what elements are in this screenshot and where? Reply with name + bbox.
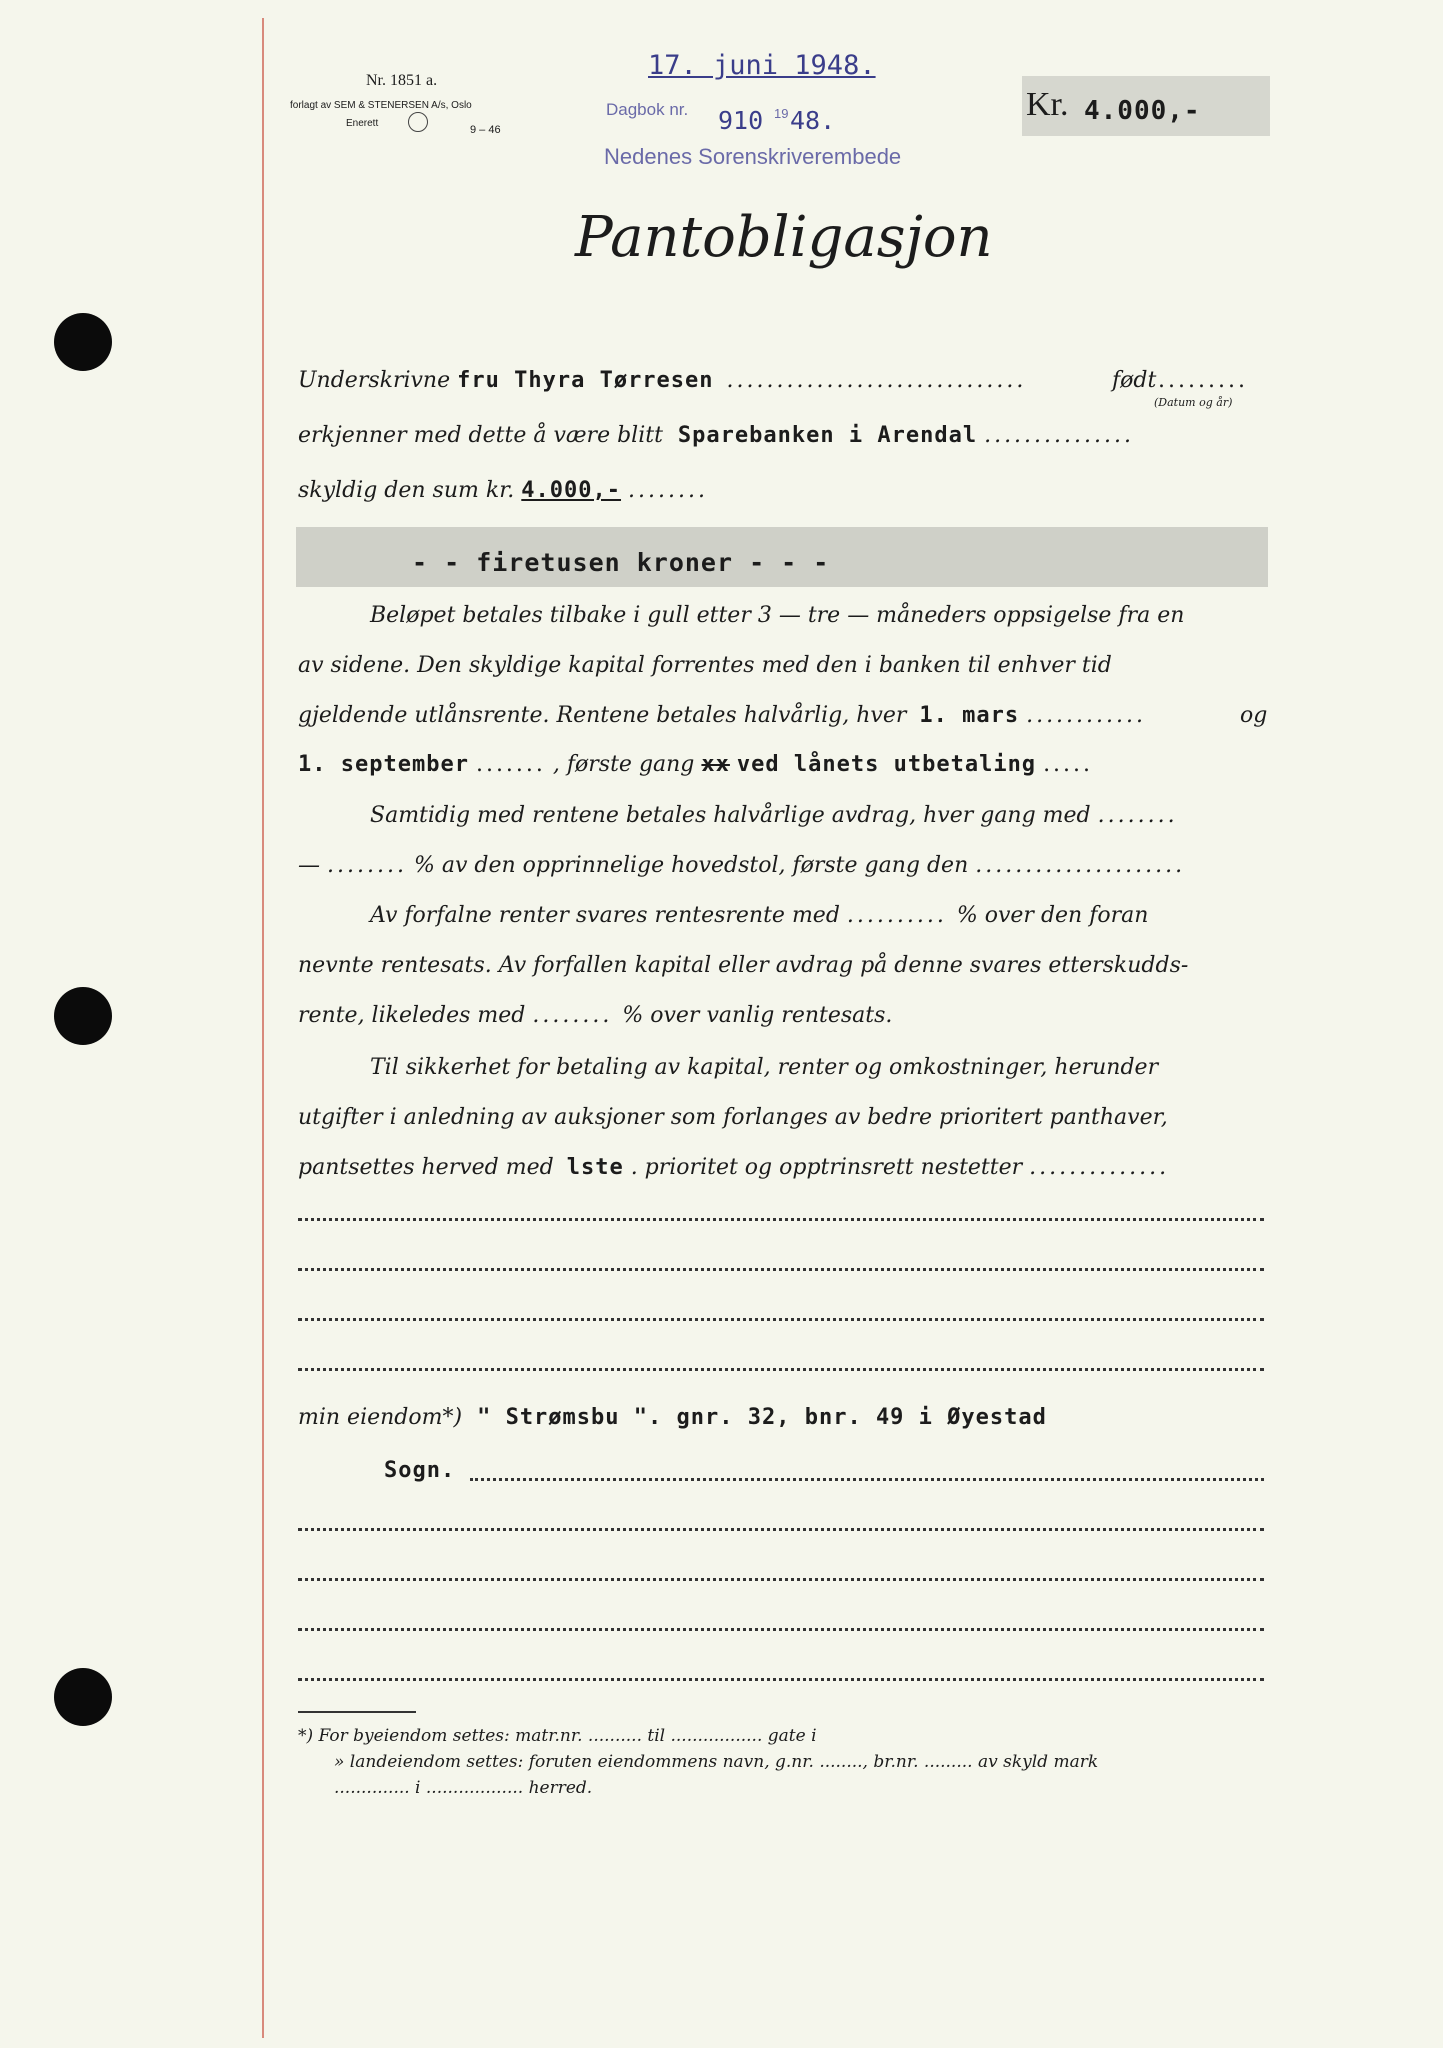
para1-line2: av sidene. Den skyldige kapital forrentes med den i banken til enhver tid: [298, 653, 1112, 678]
likewise-text: rente, likeledes med: [298, 1003, 526, 1028]
sum-in-words: - - firetusen kroner - - -: [412, 548, 830, 577]
priority-text: . prioritet og opptrinsrett nestetter: [630, 1155, 1023, 1180]
interest-text: gjeldende utlånsrente. Rentene betales halvårlig, hver: [298, 703, 907, 728]
overdue-text: Av forfalne renter svares rentesrente med: [370, 903, 840, 928]
form-number: Nr. 1851 a.: [366, 72, 438, 89]
kr-label: Kr.: [1026, 86, 1069, 123]
blank-line: [470, 1478, 1264, 1481]
publisher-date: 9 – 46: [470, 124, 501, 136]
installment-text: Samtidig med rentene betales halvårlige avdrag, hver gang med: [370, 803, 1091, 828]
margin-rule: [262, 18, 264, 2038]
principal-text: % av den opprinnelige hovedstol, første gang den: [413, 853, 969, 878]
property-line2: Sogn.: [384, 1458, 456, 1483]
blank-line: [298, 1678, 1264, 1681]
property-label: min eiendom*): [298, 1405, 463, 1430]
acknowledge-label: erkjenner med dette å være blitt: [298, 423, 663, 448]
overdue-text-b: % over den foran: [956, 903, 1149, 928]
para1-line4: 1. september ....... , første gang xx ved lånets utbetaling .....: [298, 752, 1094, 777]
para3-line2: nevnte rentesats. Av forfallen kapital eller avdrag på denne svares etterskudds-: [298, 953, 1189, 978]
document-title: Pantobligasjon: [575, 205, 993, 270]
over-rate-text: % over vanlig rentesats.: [622, 1003, 893, 1028]
line-undersigned: Underskrivne fru Thyra Tørresen ..............................: [298, 368, 1027, 393]
punch-hole: [54, 313, 112, 371]
undersigned-label: Underskrivne: [298, 368, 451, 393]
punch-hole: [54, 1668, 112, 1726]
sum-label: skyldig den sum kr.: [298, 478, 515, 503]
pledge-text: pantsettes herved med: [298, 1155, 554, 1180]
line-creditor: erkjenner med dette å være blitt Sparebanken i Arendal ...............: [298, 423, 1134, 448]
kr-amount: 4.000,-: [1084, 96, 1201, 126]
property-name: " Strømsbu ". gnr. 32, bnr. 49 i Øyestad: [477, 1405, 1047, 1430]
blank-line: [298, 1578, 1264, 1581]
publisher-seal: [408, 112, 428, 132]
para3-line3: rente, likeledes med ........ % over vanlig rentesats.: [298, 1003, 893, 1028]
interest-date-1: 1. mars: [919, 703, 1020, 728]
interest-date-2: 1. september: [298, 752, 469, 777]
first-payment: ved lånets utbetaling: [736, 752, 1037, 777]
blank-line: [298, 1368, 1264, 1371]
footnote-line2: » landeiendom settes: foruten eiendommens navn, g.nr. ........, br.nr. ......... av skyld mark: [334, 1752, 1099, 1772]
para1-line1: Beløpet betales tilbake i gull etter 3 — tre — måneders oppsigelse fra en: [370, 603, 1185, 628]
priority-value: lste: [566, 1155, 624, 1180]
footnote-rule: [298, 1711, 416, 1713]
line-sum: skyldig den sum kr. 4.000,- ........: [298, 478, 708, 503]
footnote-line3: .............. i .................. herred.: [334, 1778, 593, 1798]
first-time-label: , første gang: [552, 752, 695, 777]
blank-line: [298, 1528, 1264, 1531]
dash: —: [298, 853, 320, 878]
born-hint: (Datum og år): [1154, 396, 1233, 409]
born-dots: .........: [1158, 368, 1248, 393]
footnote-line1: *) For byeiendom settes: matr.nr. .......... til ................. gate i: [298, 1726, 817, 1746]
para4-line2: utgifter i anledning av auksjoner som forlanges av bedre prioritert panthaver,: [298, 1105, 1168, 1130]
court-stamp: Nedenes Sorenskriverembede: [604, 144, 902, 169]
para2-line2: — ........ % av den opprinnelige hovedstol, første gang den .....................: [298, 853, 1186, 878]
document-date: 17. juni 1948.: [648, 50, 876, 81]
punch-hole: [54, 987, 112, 1045]
para2-line1: Samtidig med rentene betales halvårlige avdrag, hver gang med ........: [370, 803, 1178, 828]
dagbok-label: Dagbok nr.: [606, 100, 689, 119]
publisher-enerett: Enerett: [346, 118, 379, 129]
publisher-line: forlagt av SEM & STENERSEN A/s, Oslo: [290, 100, 472, 111]
dagbok-year-prefix: 19: [774, 106, 789, 121]
para3-line1: Av forfalne renter svares rentesrente med .......... % over den foran: [370, 903, 1149, 928]
property-line1: [298, 1405, 1047, 1430]
dagbok-number: 910: [718, 106, 764, 135]
born-label: født: [1112, 368, 1157, 393]
og-label: og: [1240, 703, 1268, 728]
blank-line: [298, 1318, 1264, 1321]
blank-line: [298, 1628, 1264, 1631]
struck-text: xx: [701, 752, 730, 777]
para4-line3: pantsettes herved med lste . prioritet og opptrinsrett nestetter ..............: [298, 1155, 1170, 1180]
blank-line: [298, 1268, 1264, 1271]
para4-line1: Til sikkerhet for betaling av kapital, renter og omkostninger, herunder: [370, 1055, 1159, 1080]
dagbok-year: 48.: [790, 106, 836, 135]
creditor-name: Sparebanken i Arendal: [677, 423, 978, 448]
para1-line3: gjeldende utlånsrente. Rentene betales halvårlig, hver 1. mars ............: [298, 703, 1146, 728]
sum-amount: 4.000,-: [521, 478, 622, 503]
blank-line: [298, 1218, 1264, 1221]
debtor-name: fru Thyra Tørresen: [457, 368, 714, 393]
